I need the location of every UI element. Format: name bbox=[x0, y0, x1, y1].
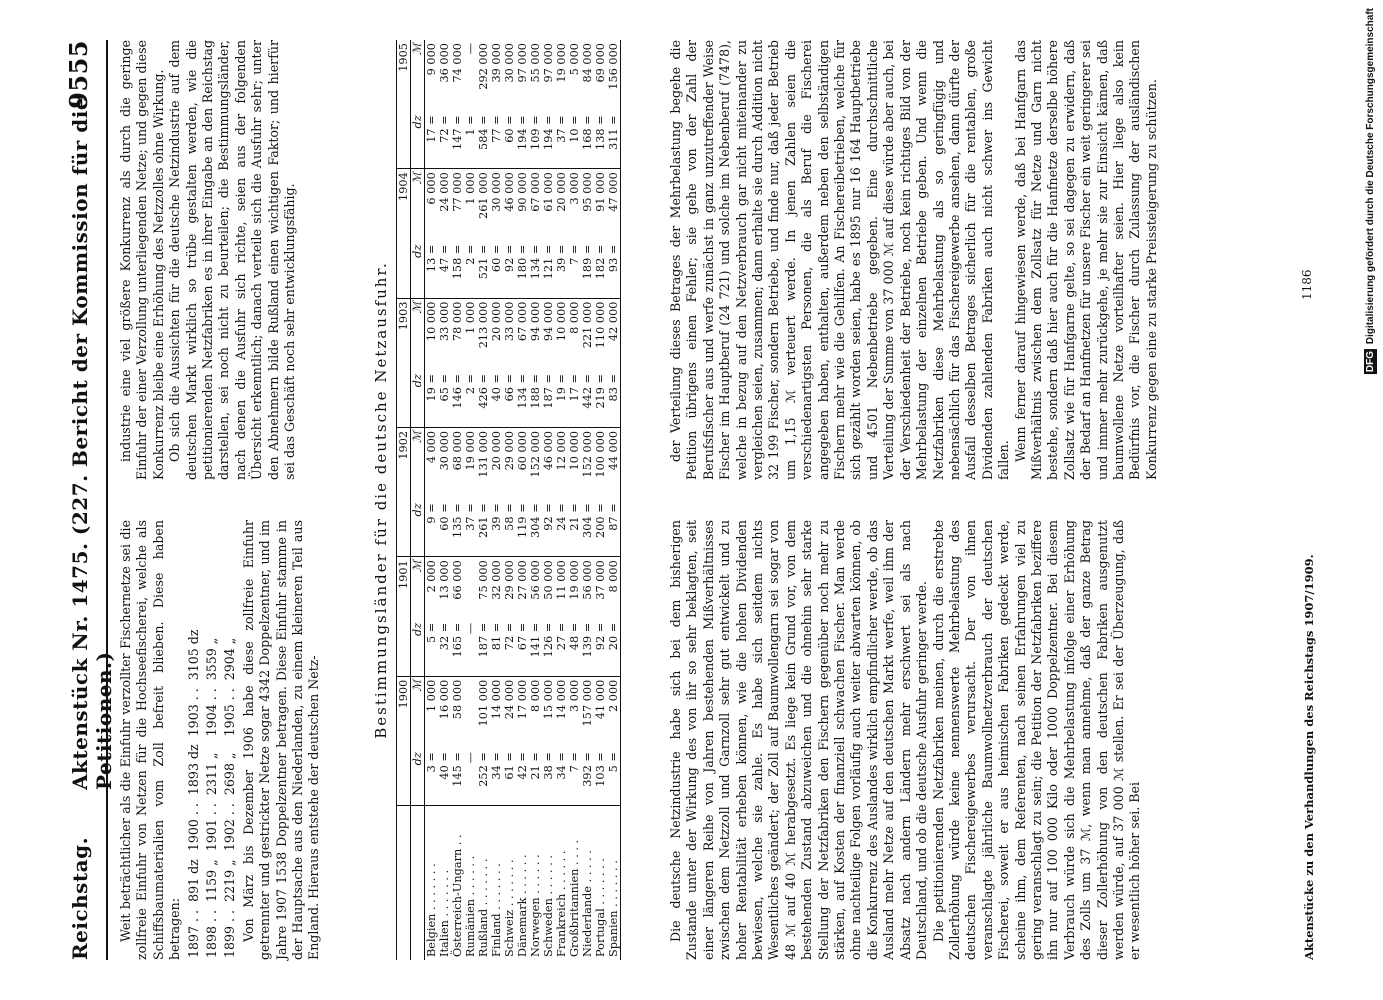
mark-cell: 97 000 bbox=[542, 43, 555, 83]
mark-cell: 90 000 bbox=[516, 172, 529, 212]
dz-cell: 119 = bbox=[516, 500, 529, 556]
mark-cell: 30 000 bbox=[490, 172, 503, 212]
mark-cell: 30 000 bbox=[503, 43, 516, 83]
dz-cell: 21 = bbox=[568, 500, 581, 556]
mark-cell: 20 000 bbox=[490, 430, 503, 471]
dz-cell: 60 = bbox=[438, 500, 451, 556]
year-cell: 1898 . . bbox=[204, 909, 220, 958]
dz-cell: 146 = bbox=[451, 371, 464, 427]
country-cell: Norwegen . . . . . . bbox=[529, 854, 542, 957]
mark-cell: 41 000 bbox=[594, 679, 607, 720]
mark-cell: — bbox=[464, 43, 477, 55]
year-cell: 1901 . . bbox=[204, 803, 220, 852]
mark-cell: 11 000 bbox=[555, 560, 568, 600]
mark-cell: 15 000 bbox=[542, 679, 555, 720]
mark-cell: 5 000 bbox=[568, 43, 581, 76]
year-header: 1900 bbox=[397, 676, 411, 805]
mark-cell: 74 000 bbox=[451, 43, 464, 83]
table-row bbox=[451, 40, 464, 960]
mark-cell: 60 000 bbox=[516, 430, 529, 471]
dz-cell: — bbox=[464, 620, 477, 676]
value-cell: 2904 „ bbox=[222, 637, 238, 681]
years-row bbox=[186, 623, 202, 958]
unit-mark: ℳ bbox=[411, 40, 425, 112]
dz-cell: 187 = bbox=[477, 620, 490, 676]
mark-cell: 94 000 bbox=[529, 301, 542, 342]
country-cell: Frankreich . . . . . . bbox=[555, 850, 568, 957]
year-header: 1904 bbox=[397, 169, 411, 298]
mark-cell: 261 000 bbox=[477, 172, 490, 219]
mark-cell: 14 000 bbox=[490, 679, 503, 720]
dz-cell: 58 = bbox=[503, 500, 516, 556]
mark-cell: 68 000 bbox=[451, 430, 464, 471]
mark-cell: 24 000 bbox=[438, 172, 451, 212]
mark-cell: 100 000 bbox=[594, 430, 607, 478]
mark-cell: 10 000 bbox=[425, 301, 438, 342]
dz-cell: 5 = bbox=[607, 749, 621, 805]
dz-cell: 2 = bbox=[464, 242, 477, 298]
dz-cell: 93 = bbox=[607, 242, 621, 298]
mark-cell: 20 000 bbox=[555, 172, 568, 212]
year-header: 1901 bbox=[397, 557, 411, 676]
unit-mark: ℳ bbox=[411, 298, 425, 371]
year-cell: 1905 . . bbox=[222, 688, 238, 737]
mark-cell: 46 000 bbox=[503, 172, 516, 212]
mark-cell: 37 000 bbox=[594, 560, 607, 600]
mark-cell: 42 000 bbox=[607, 298, 621, 371]
mark-cell: 292 000 bbox=[477, 43, 490, 90]
dz-cell: 103 = bbox=[594, 749, 607, 805]
mark-cell: 39 000 bbox=[490, 43, 503, 83]
mark-cell bbox=[464, 557, 477, 620]
mark-cell: 10 000 bbox=[555, 301, 568, 342]
dz-cell: 19 = bbox=[555, 371, 568, 427]
col4-paragraph-2: Wenn ferner darauf hingewiesen werde, daß bei Hanfgarn das Mißverhältnis zwischen dem Zollsatz für Netze und Garn nicht bestehe, sondern daß hier auch für die Hanfnetze derselbe höhere Zollsatz wie für Hanfgarne gelte, so sei dagegen zu erwidern, daß der Bedarf an Hanfnetzen für unsere Fischer ein weit geringerer sei und immer mehr zurückgehe, je mehr sie zur Einsicht kämen, daß baumwollene Netze vorteilhafter seien. Hier liege also kein Bedürfnis vor, die Fischer durch Zulassung der ausländischen Konkurrenz gegen eine zu starke Preissteigerung zu schützen. bbox=[1012, 40, 1159, 480]
country-cell: Belgien . . . . . . . bbox=[425, 863, 438, 957]
import-years-table bbox=[184, 621, 241, 960]
dz-cell: 200 = bbox=[594, 500, 607, 556]
table-row bbox=[477, 40, 490, 960]
table-unit-header-row bbox=[411, 40, 425, 960]
mark-cell: 66 000 bbox=[451, 560, 464, 600]
table-row bbox=[516, 40, 529, 960]
dz-cell: 17 = bbox=[425, 112, 439, 168]
value-cell: 1159 „ bbox=[204, 859, 220, 902]
table-row bbox=[555, 40, 568, 960]
table-row bbox=[607, 40, 621, 960]
dz-cell: 252 = bbox=[477, 749, 490, 805]
dz-cell: 141 = bbox=[529, 620, 542, 676]
dz-cell: 66 = bbox=[503, 371, 516, 427]
mark-cell: 67 000 bbox=[529, 172, 542, 212]
year-header: 1905 bbox=[397, 40, 411, 169]
years-row bbox=[204, 623, 220, 958]
dz-cell: 9 = bbox=[425, 500, 439, 556]
mark-cell: 13 000 bbox=[438, 560, 451, 600]
mark-cell: 1 000 bbox=[425, 679, 438, 713]
mark-cell: 84 000 bbox=[581, 43, 594, 83]
unit-mark: ℳ bbox=[411, 557, 425, 620]
country-cell: Dänemark . . . . . . bbox=[516, 854, 529, 957]
country-cell: Österreich-Ungarn . . bbox=[451, 834, 464, 957]
value-cell: 3559 „ bbox=[204, 637, 220, 681]
year-cell: 1897 . . bbox=[185, 909, 201, 958]
dz-cell: 87 = bbox=[607, 500, 621, 556]
dz-cell: 5 = bbox=[425, 620, 439, 676]
export-table bbox=[396, 40, 621, 960]
mark-cell: 67 000 bbox=[516, 301, 529, 342]
dz-cell: 10 = bbox=[568, 112, 581, 168]
column-2 bbox=[118, 40, 298, 480]
dz-cell: 42 = bbox=[516, 749, 529, 805]
mark-cell: 29 000 bbox=[503, 560, 516, 600]
unit-mark: ℳ bbox=[411, 169, 425, 242]
unit-dz: dz bbox=[411, 371, 425, 427]
mark-cell: 213 000 bbox=[477, 301, 490, 349]
unit-mark: ℳ bbox=[411, 427, 425, 500]
mark-cell: 101 000 bbox=[477, 679, 490, 727]
table-row bbox=[542, 40, 555, 960]
mark-cell bbox=[464, 676, 477, 749]
dz-cell: 48 = bbox=[568, 620, 581, 676]
unit-dz: dz bbox=[411, 242, 425, 298]
table-title: Bestimmungsländer für die deutsche Netzausfuhr. bbox=[372, 261, 390, 739]
mark-cell: 97 000 bbox=[516, 43, 529, 83]
country-cell: Schweiz . . . . . . . bbox=[503, 859, 516, 957]
mark-cell: 78 000 bbox=[451, 301, 464, 342]
mark-cell: 24 000 bbox=[503, 679, 516, 720]
mark-cell: 19 000 bbox=[464, 430, 477, 471]
dz-cell: 37 = bbox=[464, 500, 477, 556]
mark-cell: 75 000 bbox=[477, 560, 490, 600]
country-cell: Niederlande . . . . . bbox=[581, 850, 594, 957]
unit-dz: dz bbox=[411, 620, 425, 676]
table-row bbox=[529, 40, 542, 960]
year-header: 1903 bbox=[397, 298, 411, 427]
table-row bbox=[425, 40, 439, 960]
mark-cell: 110 000 bbox=[594, 301, 607, 349]
column-4 bbox=[668, 40, 1160, 480]
year-cell: 1902 . . bbox=[222, 803, 238, 852]
dz-cell: 19 = bbox=[425, 371, 439, 427]
dz-cell: 121 = bbox=[542, 242, 555, 298]
years-row bbox=[222, 623, 238, 958]
mark-cell: 16 000 bbox=[438, 679, 451, 720]
page-header bbox=[62, 40, 116, 960]
dz-cell: 17 = bbox=[568, 371, 581, 427]
mark-cell: 94 000 bbox=[542, 301, 555, 342]
country-cell: Finland . . . . . . . bbox=[490, 863, 503, 957]
dz-cell: 2 = bbox=[464, 371, 477, 427]
dz-cell: 194 = bbox=[542, 112, 555, 168]
mark-cell: 69 000 bbox=[594, 43, 607, 83]
dz-cell: 392 = bbox=[581, 749, 594, 805]
mark-cell: 55 000 bbox=[529, 43, 542, 83]
mark-cell: 77 000 bbox=[451, 172, 464, 212]
mark-cell: 8 000 bbox=[529, 679, 542, 713]
table-row bbox=[490, 40, 503, 960]
dz-cell: 61 = bbox=[503, 749, 516, 805]
header-rule bbox=[106, 40, 108, 960]
dz-cell: 32 = bbox=[438, 620, 451, 676]
mark-cell: 56 000 bbox=[529, 560, 542, 600]
dz-cell: 92 = bbox=[503, 242, 516, 298]
dz-cell: 261 = bbox=[477, 500, 490, 556]
mark-cell: 47 000 bbox=[607, 169, 621, 242]
dz-cell: 182 = bbox=[594, 242, 607, 298]
mark-cell: 14 000 bbox=[555, 679, 568, 720]
table-row bbox=[438, 40, 451, 960]
mark-cell: 17 000 bbox=[516, 679, 529, 720]
mark-cell: 2 000 bbox=[607, 676, 621, 749]
dz-cell: 34 = bbox=[490, 749, 503, 805]
dfg-credit bbox=[1364, 8, 1377, 374]
table-row bbox=[503, 40, 516, 960]
table-row bbox=[568, 40, 581, 960]
mark-cell: 2 000 bbox=[425, 560, 438, 593]
dfg-credit-text: Digitalisierung gefördert durch die Deutsche Forschungsgemeinschaft bbox=[1365, 8, 1376, 345]
dz-cell: 194 = bbox=[516, 112, 529, 168]
table-year-header-row bbox=[397, 40, 411, 960]
mark-cell: 152 000 bbox=[529, 430, 542, 478]
dz-cell: — bbox=[464, 749, 477, 805]
mark-cell: 91 000 bbox=[594, 172, 607, 212]
dz-cell: 139 = bbox=[581, 620, 594, 676]
country-header bbox=[397, 806, 411, 961]
dz-cell: 109 = bbox=[529, 112, 542, 168]
dz-cell: 426 = bbox=[477, 371, 490, 427]
dz-cell: 147 = bbox=[451, 112, 464, 168]
dz-cell: 92 = bbox=[542, 500, 555, 556]
mark-cell: 9 000 bbox=[425, 43, 438, 76]
dz-cell: 60 = bbox=[503, 112, 516, 168]
unit-dz: dz bbox=[411, 112, 425, 168]
dz-cell: 38 = bbox=[542, 749, 555, 805]
dz-cell: 83 = bbox=[607, 371, 621, 427]
mark-cell: 3 000 bbox=[568, 679, 581, 713]
mark-cell: 50 000 bbox=[542, 560, 555, 600]
dz-cell: 7 = bbox=[568, 242, 581, 298]
dz-cell: 40 = bbox=[438, 749, 451, 805]
dz-cell: 180 = bbox=[516, 242, 529, 298]
table-row bbox=[581, 40, 594, 960]
year-cell: 1900 . . bbox=[185, 803, 201, 852]
mark-cell: 6 000 bbox=[425, 172, 438, 205]
dz-cell: 24 = bbox=[555, 500, 568, 556]
column-3 bbox=[668, 520, 1144, 960]
mark-cell: 3 000 bbox=[568, 172, 581, 205]
dz-cell: 134 = bbox=[516, 371, 529, 427]
col3-paragraph-2: Die petitionierenden Netzfabriken meinen, durch die erstrebte Zollerhöhung würde keine nennenswerte Mehrbelastung des deutschen Fischereigewerbes verursacht. Der von ihnen veranschlagte jährliche Baumwollnetzverbrauch der deutschen Fischerei, soweit er aus heimischen Fabriken gedeckt werde, scheine ihm, dem Referenten, nach seinen Erfahrungen viel zu gering veranschlagt zu sein; die Petition der Netzfabriken beziffere ihn nur auf 100 000 Kilo oder 1000 Doppelzentner. Bei diesem Verbrauch würde sich die Mehrbelastung infolge einer Erhöhung des Zolls um 37 ℳ, wenn man annehme, daß der ganze Betrag dieser Zollerhöhung von den deutschen Fabriken ausgenutzt werden würde, auf 37 000 ℳ stellen. Er sei der Überzeugung, daß er wesentlich höher sei. Bei bbox=[930, 520, 1143, 960]
header-page-number: 9555 bbox=[64, 40, 93, 109]
dz-cell: 72 = bbox=[503, 620, 516, 676]
dz-cell: 39 = bbox=[555, 242, 568, 298]
value-cell: 2311 „ bbox=[204, 752, 220, 796]
mark-cell: 33 000 bbox=[503, 301, 516, 342]
dz-cell: 134 = bbox=[529, 242, 542, 298]
dz-cell: 135 = bbox=[451, 500, 464, 556]
unit-mark: ℳ bbox=[411, 676, 425, 749]
dz-cell: 81 = bbox=[490, 620, 503, 676]
dz-cell: 92 = bbox=[594, 620, 607, 676]
header-left: Reichstag. bbox=[68, 836, 92, 960]
mark-cell: 20 000 bbox=[490, 301, 503, 342]
dz-cell: 188 = bbox=[529, 371, 542, 427]
year-cell: 1904 . . bbox=[204, 688, 220, 737]
dfg-logo: DFG bbox=[1365, 350, 1376, 373]
mark-cell: 156 000 bbox=[607, 40, 621, 112]
country-cell: Italien . . . . . . . bbox=[438, 869, 451, 957]
mark-cell: 30 000 bbox=[438, 430, 451, 471]
mark-cell: 4 000 bbox=[425, 430, 438, 464]
dz-cell: 21 = bbox=[529, 749, 542, 805]
year-cell: 1899 . . bbox=[222, 909, 238, 958]
value-cell: 2219 „ bbox=[222, 859, 238, 902]
table-body bbox=[425, 40, 621, 960]
dz-cell: 77 = bbox=[490, 112, 503, 168]
mark-cell: 12 000 bbox=[555, 430, 568, 471]
dz-cell: 60 = bbox=[490, 242, 503, 298]
mark-cell: 46 000 bbox=[542, 430, 555, 471]
table-row bbox=[464, 40, 477, 960]
dz-cell: 168 = bbox=[581, 112, 594, 168]
dz-cell: 442 = bbox=[581, 371, 594, 427]
value-cell: 2698 „ bbox=[222, 752, 238, 796]
col1-paragraph-1: Weit beträchtlicher als die Einfuhr verzollter Fischernetze sei die zollfreie Einfuhr von Netzen für die Hochseefischerei, welche als Schiffsbaumaterialien vom Zoll befreit blieben. Diese haben betragen: bbox=[118, 520, 183, 960]
col4-paragraph-1: der Verteilung dieses Betrages der Mehrbelastung begehe die Petition übrigens einen Fehler; sie gehe von der Zahl der Berufsfischer aus und werfe zunächst in ganz unzutreffender Weise Fischer im Hauptberuf (24 721) und solche im Nebenberuf (7478), welche in bezug auf den Netzverbrauch gar nicht miteinander zu vergleichen seien, zusammen; dann erhalte sie durch Addition nicht 32 199 Fischer, sondern Betriebe, und finde nur, daß jeder Betrieb um 1,15 ℳ verteuert werde. In jenen Zahlen seien die verschiedenartigsten Personen, die als Beruf die Fischerei angegeben haben, enthalten, außerdem neben den selbständigen Fischern mehr wie die Gehilfen. An Fischereibetrieben, welche für sich gezählt worden seien, habe es 1895 nur 16 164 Hauptbetriebe und 4501 Nebenbetriebe gegeben. Eine durchschnittliche Verteilung der Summe von 37 000 ℳ auf diese würde aber auch, bei der Verschiedenheit der Betriebe, noch kein richtiges Bild von der Mehrbelastung der einzelnen Betriebe geben. Und wenn die Netzfabriken diese Mehrbelastung als so geringfügig und nebensächlich für das Fischereigewerbe ansehen, dann dürfte der Ausfall desselben Betrages sicherlich für die rentablen, große Dividenden zahlenden Fabriken auch nicht schwer ins Gewicht fallen. bbox=[668, 40, 1012, 480]
col1-paragraph-2: Von März bis Dezember 1906 habe diese zollfreie Einfuhr getrennter und gestrickter Netze sogar 4342 Doppelzentner, und im Jahre 1907 1538 Doppelzentner betragen. Diese Einfuhr stamme in der Hauptsache aus den Niederlanden, zu einem kleineren Teil aus England. Hieraus entstehe der deutschen Netz- bbox=[240, 520, 322, 960]
mark-cell: 1 000 bbox=[464, 172, 477, 205]
dz-cell: 13 = bbox=[425, 242, 439, 298]
footer-source: Aktenstücke zu den Verhandlungen des Reichstags 1907/1909. bbox=[1302, 554, 1316, 960]
mark-cell: 221 000 bbox=[581, 301, 594, 349]
dz-cell: 158 = bbox=[451, 242, 464, 298]
table-row bbox=[594, 40, 607, 960]
dz-cell: 20 = bbox=[607, 620, 621, 676]
dz-cell: 304 = bbox=[581, 500, 594, 556]
country-cell: Spanien . . . . . . . bbox=[607, 806, 621, 961]
value-cell: 1893 dz bbox=[185, 744, 201, 796]
column-1 bbox=[118, 520, 323, 960]
dz-cell: 219 = bbox=[594, 371, 607, 427]
mark-cell: 33 000 bbox=[438, 301, 451, 342]
mark-cell: 131 000 bbox=[477, 430, 490, 478]
dz-cell: 521 = bbox=[477, 242, 490, 298]
country-cell: Schweden . . . . . . bbox=[542, 855, 555, 957]
dz-cell: 65 = bbox=[438, 371, 451, 427]
mark-cell: 36 000 bbox=[438, 43, 451, 83]
value-cell: 3105 dz bbox=[185, 629, 201, 681]
dz-cell: 187 = bbox=[542, 371, 555, 427]
dz-cell: 189 = bbox=[581, 242, 594, 298]
mark-cell: 32 000 bbox=[490, 560, 503, 600]
dz-cell: 145 = bbox=[451, 749, 464, 805]
dz-cell: 40 = bbox=[490, 371, 503, 427]
mark-cell: 58 000 bbox=[451, 679, 464, 720]
country-cell: Großbritannien . . . . bbox=[568, 839, 581, 957]
col2-paragraph-2: Ob sich die Aussichten für die deutsche Netzindustrie auf dem deutschen Markt wirklich so trübe gestalten werden, wie die petitionierenden Netzfabriken es in ihrer Eingabe an den Reichstag darstellen, sei noch nicht zu beurteilen; die Bestimmungsländer, nach denen die Ausfuhr sich richte, seien aus der folgenden Übersicht erkenntlich; danach verteile sich die Ausfuhr sehr; unter den Abnehmern bilde Rußland einen wichtigen Faktor; und hierfür sei das Geschäft noch sehr entwicklungsfähig. bbox=[167, 40, 298, 480]
year-header: 1902 bbox=[397, 427, 411, 556]
mark-cell: 157 000 bbox=[581, 679, 594, 727]
dz-cell: 39 = bbox=[490, 500, 503, 556]
mark-cell: 8 000 bbox=[607, 557, 621, 620]
dz-cell: 27 = bbox=[555, 620, 568, 676]
mark-cell: 8 000 bbox=[568, 301, 581, 334]
dz-cell: 72 = bbox=[438, 112, 451, 168]
dz-cell: 7 = bbox=[568, 749, 581, 805]
dz-cell: 3 = bbox=[425, 749, 439, 805]
dz-cell: 138 = bbox=[594, 112, 607, 168]
country-unit-header bbox=[411, 806, 425, 961]
mark-cell: 27 000 bbox=[516, 560, 529, 600]
mark-cell: 10 000 bbox=[568, 430, 581, 471]
value-cell: 891 dz bbox=[185, 859, 201, 902]
dz-cell: 1 = bbox=[464, 112, 477, 168]
footer-page-number: 1186 bbox=[1300, 269, 1314, 300]
dz-cell: 47 = bbox=[438, 242, 451, 298]
dz-cell: 584 = bbox=[477, 112, 490, 168]
year-cell: 1903 . . bbox=[185, 688, 201, 737]
dz-cell: 311 = bbox=[607, 112, 621, 168]
country-cell: Rumänien . . . . . . bbox=[464, 855, 477, 957]
col3-paragraph-1: Die deutsche Netzindustrie habe sich bei dem bisherigen Zustande unter der Wirkung des von ihr so sehr beklagten, seit einer längeren Reihe von Jahren bestehenden Mißverhältnisses zwischen dem Netzzoll und Garnzoll sehr gut entwickelt und zu hoher Rentabilität erheben können, wie die hohen Dividenden bewiesen, welche sie zahle. Es habe sich seitdem nichts Wesentliches geändert; der Zoll auf Baumwollengarn sei sogar von 48 ℳ auf 40 ℳ herabgesetzt. Es liege kein Grund vor, von dem bestehenden Zustand abzuweichen und die ohnehin sehr starke Stellung der Netzfabriken den Fischern gegenüber noch mehr zu stärken, auf Kosten der finanziell schwachen Fischer. Man werde ohne nachteilige Folgen vorläufig auch weiter abwarten können, ob die Konkurrenz des Auslandes wirklich empfindlicher werde, ob das Ausland mehr Netze auf den deutschen Markt werfe, weil ihm der Absatz nach andern Ländern mehr erschwert sei als nach Deutschland, und ob die deutsche Ausfuhr geringer werde. bbox=[668, 520, 930, 960]
mark-cell: 56 000 bbox=[581, 560, 594, 600]
mark-cell: 152 000 bbox=[581, 430, 594, 478]
unit-dz: dz bbox=[411, 500, 425, 556]
dz-cell: 126 = bbox=[542, 620, 555, 676]
dz-cell: 37 = bbox=[555, 112, 568, 168]
dz-cell: 67 = bbox=[516, 620, 529, 676]
country-cell: Rußland . . . . . . . bbox=[477, 858, 490, 957]
mark-cell: 1 000 bbox=[464, 301, 477, 334]
mark-cell: 29 000 bbox=[503, 430, 516, 471]
mark-cell: 44 000 bbox=[607, 427, 621, 500]
dz-cell: 165 = bbox=[451, 620, 464, 676]
country-cell: Portugal . . . . . . . bbox=[594, 857, 607, 957]
dz-cell: 34 = bbox=[555, 749, 568, 805]
mark-cell: 19 000 bbox=[568, 560, 581, 600]
unit-dz: dz bbox=[411, 749, 425, 805]
dz-cell: 304 = bbox=[529, 500, 542, 556]
header-center: Aktenstück Nr. 1475. (227. Bericht der Kommission für die Petitionen.) bbox=[68, 96, 116, 790]
mark-cell: 61 000 bbox=[542, 172, 555, 212]
col2-paragraph-1: industrie eine viel größere Konkurrenz als durch die geringe Einfuhr der einer Verzollung unterliegenden Netze; und gegen diese Konkurrenz bleibe eine Erhöhung des Netzzolles ohne Wirkung. bbox=[118, 40, 166, 480]
mark-cell: 19 000 bbox=[555, 43, 568, 83]
mark-cell: 95 000 bbox=[581, 172, 594, 212]
